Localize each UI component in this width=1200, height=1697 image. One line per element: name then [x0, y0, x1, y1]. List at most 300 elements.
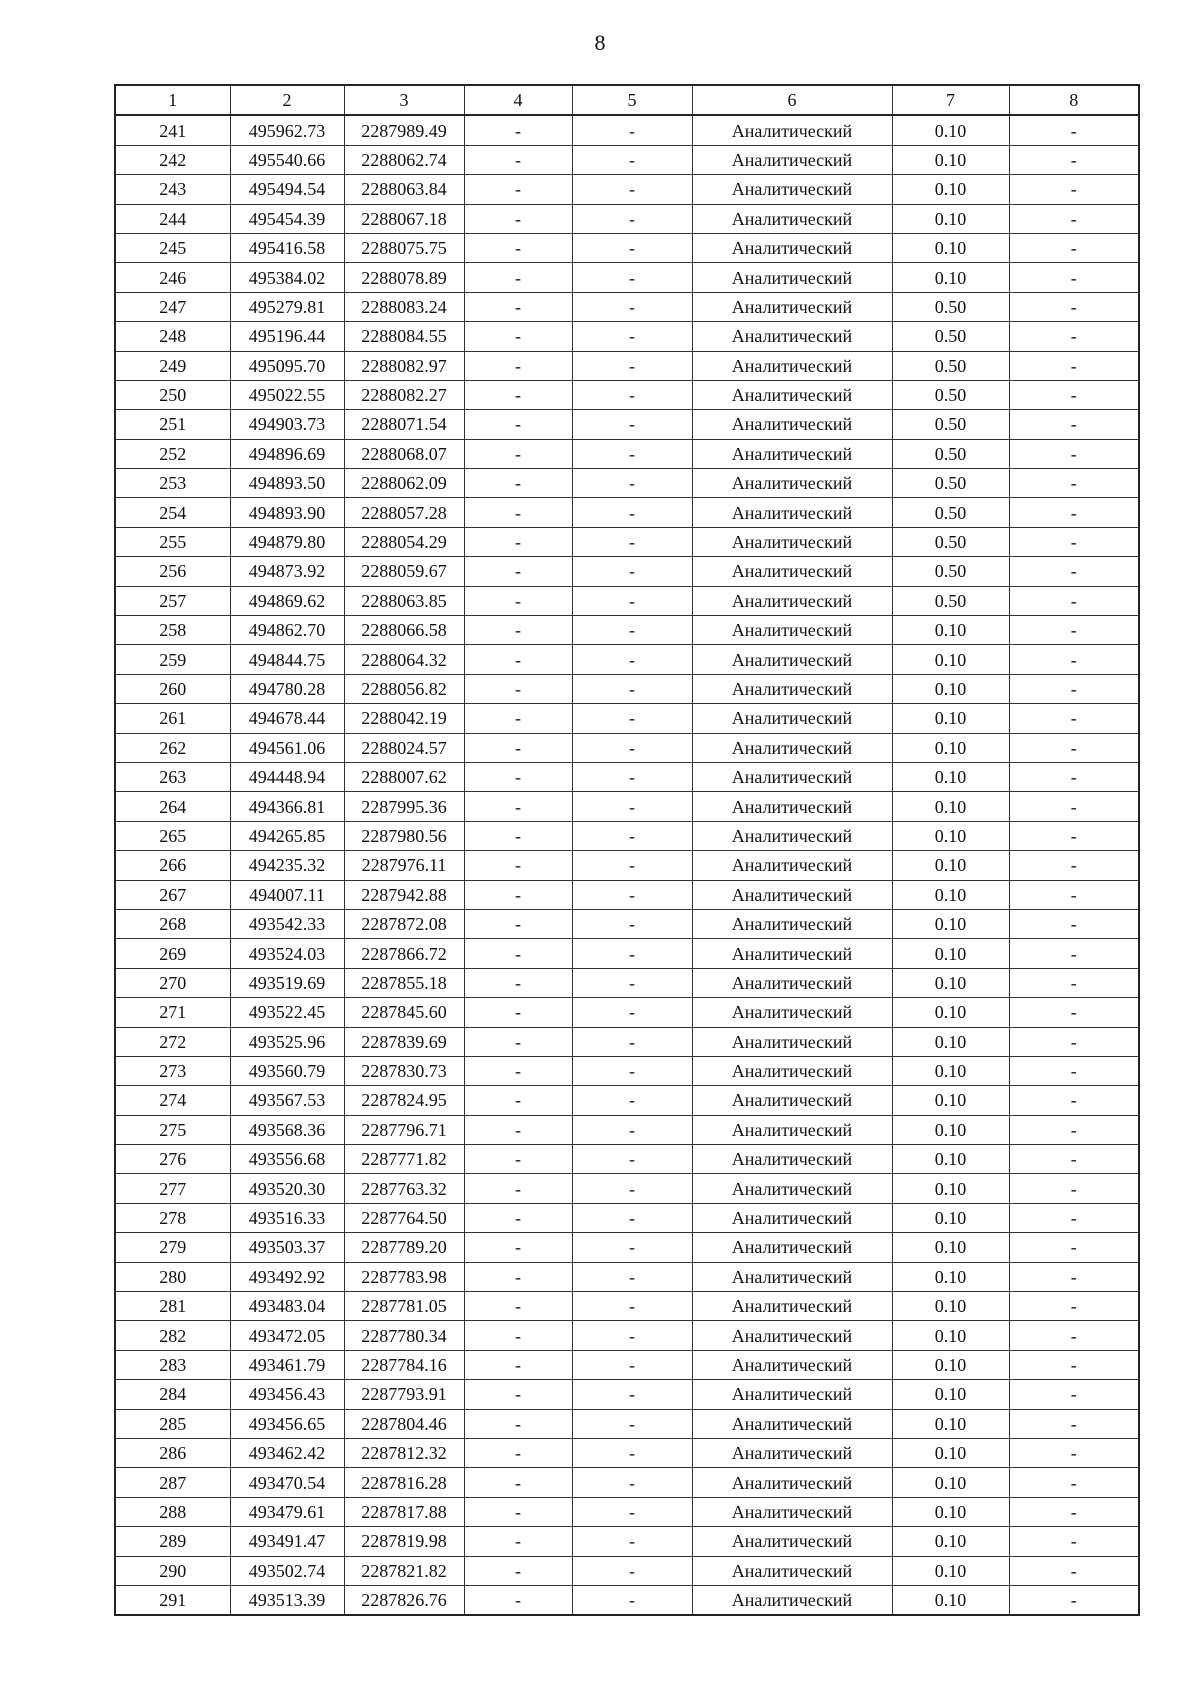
table-cell-col-7: 0.10: [892, 939, 1009, 968]
table-cell-col-7: 0.10: [892, 145, 1009, 174]
table-cell-col-7: 0.10: [892, 674, 1009, 703]
table-cell-col-7: 0.10: [892, 704, 1009, 733]
table-cell-col-1: 271: [115, 998, 230, 1027]
table-row: [115, 733, 1139, 762]
table-cell-col-4: -: [464, 351, 572, 380]
table-cell-col-2: 494896.69: [230, 439, 344, 468]
table-row: [115, 1262, 1139, 1291]
table-cell-col-8: -: [1009, 1203, 1139, 1232]
table-row: [115, 292, 1139, 321]
table-row: [115, 557, 1139, 586]
column-header-1: 1: [115, 85, 230, 115]
table-cell-col-4: -: [464, 1438, 572, 1467]
table-cell-col-7: 0.10: [892, 998, 1009, 1027]
table-cell-col-7: 0.50: [892, 469, 1009, 498]
table-cell-col-5: -: [572, 439, 692, 468]
table-cell-col-7: 0.50: [892, 380, 1009, 409]
table-cell-col-8: -: [1009, 1380, 1139, 1409]
table-cell-col-8: -: [1009, 998, 1139, 1027]
table-cell-col-4: -: [464, 233, 572, 262]
table-cell-col-3: 2287764.50: [344, 1203, 464, 1232]
table-row: [115, 1380, 1139, 1409]
table-cell-col-1: 244: [115, 204, 230, 233]
table-row: [115, 145, 1139, 174]
table-row: [115, 645, 1139, 674]
table-cell-col-4: -: [464, 1292, 572, 1321]
table-cell-col-2: 494869.62: [230, 586, 344, 615]
table-cell-col-5: -: [572, 880, 692, 909]
table-cell-col-1: 249: [115, 351, 230, 380]
table-cell-col-8: -: [1009, 145, 1139, 174]
table-cell-col-3: 2287796.71: [344, 1115, 464, 1144]
table-cell-col-4: -: [464, 1556, 572, 1585]
table-cell-col-8: -: [1009, 851, 1139, 880]
table-cell-col-1: 268: [115, 909, 230, 938]
table-cell-col-7: 0.10: [892, 909, 1009, 938]
table-cell-col-4: -: [464, 469, 572, 498]
table-cell-col-2: 493560.79: [230, 1056, 344, 1085]
table-cell-col-4: -: [464, 1203, 572, 1232]
table-cell-col-1: 241: [115, 115, 230, 145]
table-cell-col-7: 0.10: [892, 1027, 1009, 1056]
table-cell-col-1: 265: [115, 821, 230, 850]
table-cell-col-2: 495962.73: [230, 115, 344, 145]
table-cell-col-8: -: [1009, 821, 1139, 850]
table-cell-col-3: 2288071.54: [344, 410, 464, 439]
table-cell-col-7: 0.10: [892, 880, 1009, 909]
table-cell-col-8: -: [1009, 527, 1139, 556]
table-cell-col-1: 287: [115, 1468, 230, 1497]
table-cell-col-3: 2287819.98: [344, 1527, 464, 1556]
table-cell-col-1: 269: [115, 939, 230, 968]
table-cell-col-1: 279: [115, 1233, 230, 1262]
table-cell-col-3: 2287826.76: [344, 1585, 464, 1615]
table-cell-col-8: -: [1009, 1409, 1139, 1438]
table-cell-col-1: 243: [115, 175, 230, 204]
table-cell-col-5: -: [572, 115, 692, 145]
table-cell-col-1: 251: [115, 410, 230, 439]
table-cell-col-4: -: [464, 1409, 572, 1438]
table-cell-col-7: 0.10: [892, 821, 1009, 850]
table-cell-col-4: -: [464, 704, 572, 733]
table-cell-col-3: 2288083.24: [344, 292, 464, 321]
table-cell-col-4: -: [464, 292, 572, 321]
coordinates-table: [114, 84, 1140, 1616]
table-cell-col-1: 267: [115, 880, 230, 909]
table-cell-col-1: 253: [115, 469, 230, 498]
table-cell-col-8: -: [1009, 762, 1139, 791]
table-row: [115, 1027, 1139, 1056]
table-cell-col-3: 2288007.62: [344, 762, 464, 791]
table-cell-col-7: 0.10: [892, 1056, 1009, 1085]
table-cell-col-6: Аналитический: [692, 263, 892, 292]
table-cell-col-2: 493492.92: [230, 1262, 344, 1291]
table-cell-col-6: Аналитический: [692, 115, 892, 145]
table-cell-col-2: 493525.96: [230, 1027, 344, 1056]
table-cell-col-4: -: [464, 1527, 572, 1556]
table-cell-col-6: Аналитический: [692, 821, 892, 850]
table-cell-col-6: Аналитический: [692, 1203, 892, 1232]
table-row: [115, 1086, 1139, 1115]
table-row: [115, 1497, 1139, 1526]
table-cell-col-2: 493462.42: [230, 1438, 344, 1467]
table-cell-col-2: 494879.80: [230, 527, 344, 556]
table-cell-col-1: 284: [115, 1380, 230, 1409]
table-cell-col-1: 242: [115, 145, 230, 174]
table-cell-col-5: -: [572, 762, 692, 791]
table-cell-col-5: -: [572, 586, 692, 615]
table-cell-col-2: 493556.68: [230, 1145, 344, 1174]
table-cell-col-6: Аналитический: [692, 410, 892, 439]
table-cell-col-2: 494007.11: [230, 880, 344, 909]
table-cell-col-2: 493472.05: [230, 1321, 344, 1350]
table-cell-col-5: -: [572, 851, 692, 880]
table-row: [115, 527, 1139, 556]
table-cell-col-3: 2287816.28: [344, 1468, 464, 1497]
table-cell-col-7: 0.10: [892, 733, 1009, 762]
table-cell-col-1: 258: [115, 616, 230, 645]
table-cell-col-6: Аналитический: [692, 1497, 892, 1526]
table-cell-col-2: 493456.65: [230, 1409, 344, 1438]
table-cell-col-8: -: [1009, 380, 1139, 409]
table-cell-col-4: -: [464, 1056, 572, 1085]
table-cell-col-4: -: [464, 115, 572, 145]
table-cell-col-3: 2287804.46: [344, 1409, 464, 1438]
column-header-2: 2: [230, 85, 344, 115]
table-cell-col-5: -: [572, 498, 692, 527]
table-cell-col-2: 494873.92: [230, 557, 344, 586]
table-cell-col-2: 495494.54: [230, 175, 344, 204]
table-cell-col-8: -: [1009, 1468, 1139, 1497]
table-cell-col-1: 288: [115, 1497, 230, 1526]
table-cell-col-7: 0.10: [892, 1203, 1009, 1232]
column-header-5: 5: [572, 85, 692, 115]
table-cell-col-1: 275: [115, 1115, 230, 1144]
table-cell-col-4: -: [464, 968, 572, 997]
table-row: [115, 469, 1139, 498]
table-cell-col-6: Аналитический: [692, 1086, 892, 1115]
table-cell-col-3: 2287845.60: [344, 998, 464, 1027]
table-cell-col-4: -: [464, 1262, 572, 1291]
table-row: [115, 1409, 1139, 1438]
table-cell-col-2: 495540.66: [230, 145, 344, 174]
table-cell-col-5: -: [572, 1409, 692, 1438]
table-cell-col-5: -: [572, 998, 692, 1027]
table-cell-col-1: 255: [115, 527, 230, 556]
table-cell-col-1: 273: [115, 1056, 230, 1085]
table-cell-col-8: -: [1009, 586, 1139, 615]
table-cell-col-8: -: [1009, 351, 1139, 380]
table-cell-col-8: -: [1009, 880, 1139, 909]
table-cell-col-7: 0.10: [892, 1145, 1009, 1174]
table-cell-col-4: -: [464, 821, 572, 850]
table-cell-col-6: Аналитический: [692, 1056, 892, 1085]
table-cell-col-5: -: [572, 1056, 692, 1085]
table-cell-col-4: -: [464, 204, 572, 233]
table-cell-col-4: -: [464, 674, 572, 703]
table-cell-col-4: -: [464, 439, 572, 468]
table-cell-col-7: 0.10: [892, 1497, 1009, 1526]
table-cell-col-7: 0.50: [892, 439, 1009, 468]
table-cell-col-6: Аналитический: [692, 968, 892, 997]
table-cell-col-3: 2287789.20: [344, 1233, 464, 1262]
table-cell-col-4: -: [464, 557, 572, 586]
table-row: [115, 998, 1139, 1027]
table-row: [115, 233, 1139, 262]
table-cell-col-5: -: [572, 792, 692, 821]
table-cell-col-1: 289: [115, 1527, 230, 1556]
table-cell-col-3: 2288062.74: [344, 145, 464, 174]
table-cell-col-8: -: [1009, 733, 1139, 762]
table-cell-col-8: -: [1009, 674, 1139, 703]
table-cell-col-1: 276: [115, 1145, 230, 1174]
table-cell-col-1: 250: [115, 380, 230, 409]
table-cell-col-5: -: [572, 1585, 692, 1615]
table-cell-col-8: -: [1009, 1497, 1139, 1526]
table-cell-col-3: 2288057.28: [344, 498, 464, 527]
table-cell-col-2: 493461.79: [230, 1350, 344, 1379]
table-cell-col-2: 493519.69: [230, 968, 344, 997]
table-cell-col-6: Аналитический: [692, 1233, 892, 1262]
table-cell-col-4: -: [464, 1115, 572, 1144]
table-cell-col-5: -: [572, 909, 692, 938]
table-cell-col-6: Аналитический: [692, 909, 892, 938]
table-cell-col-4: -: [464, 909, 572, 938]
table-cell-col-4: -: [464, 410, 572, 439]
table-cell-col-3: 2287995.36: [344, 792, 464, 821]
table-row: [115, 322, 1139, 351]
table-cell-col-2: 493524.03: [230, 939, 344, 968]
table-cell-col-6: Аналитический: [692, 792, 892, 821]
table-cell-col-7: 0.10: [892, 1174, 1009, 1203]
table-cell-col-3: 2288042.19: [344, 704, 464, 733]
table-cell-col-3: 2287763.32: [344, 1174, 464, 1203]
table-cell-col-4: -: [464, 733, 572, 762]
table-cell-col-2: 493483.04: [230, 1292, 344, 1321]
table-cell-col-5: -: [572, 1380, 692, 1409]
table-cell-col-3: 2288056.82: [344, 674, 464, 703]
table-row: [115, 1292, 1139, 1321]
table-cell-col-1: 274: [115, 1086, 230, 1115]
table-cell-col-7: 0.10: [892, 1438, 1009, 1467]
column-header-7: 7: [892, 85, 1009, 115]
table-cell-col-3: 2287781.05: [344, 1292, 464, 1321]
table-cell-col-7: 0.10: [892, 1350, 1009, 1379]
table-cell-col-4: -: [464, 1468, 572, 1497]
table-cell-col-2: 495416.58: [230, 233, 344, 262]
table-cell-col-4: -: [464, 1086, 572, 1115]
table-cell-col-1: 256: [115, 557, 230, 586]
table-cell-col-2: 493479.61: [230, 1497, 344, 1526]
table-cell-col-2: 494893.50: [230, 469, 344, 498]
table-row: [115, 1350, 1139, 1379]
table-cell-col-2: 495279.81: [230, 292, 344, 321]
table-row: [115, 939, 1139, 968]
table-cell-col-5: -: [572, 322, 692, 351]
table-cell-col-3: 2288078.89: [344, 263, 464, 292]
table-cell-col-4: -: [464, 1585, 572, 1615]
table-cell-col-5: -: [572, 1468, 692, 1497]
table-cell-col-1: 286: [115, 1438, 230, 1467]
table-row: [115, 115, 1139, 145]
table-cell-col-4: -: [464, 880, 572, 909]
table-cell-col-7: 0.10: [892, 1321, 1009, 1350]
table-cell-col-2: 493513.39: [230, 1585, 344, 1615]
table-header: [115, 85, 1139, 115]
table-cell-col-2: 493502.74: [230, 1556, 344, 1585]
table-row: [115, 439, 1139, 468]
table-cell-col-6: Аналитический: [692, 233, 892, 262]
table-cell-col-7: 0.10: [892, 1409, 1009, 1438]
table-cell-col-1: 282: [115, 1321, 230, 1350]
table-cell-col-5: -: [572, 469, 692, 498]
table-cell-col-7: 0.50: [892, 351, 1009, 380]
table-cell-col-3: 2288063.84: [344, 175, 464, 204]
table-cell-col-8: -: [1009, 968, 1139, 997]
table-cell-col-8: -: [1009, 115, 1139, 145]
table-cell-col-8: -: [1009, 292, 1139, 321]
table-cell-col-6: Аналитический: [692, 380, 892, 409]
table-cell-col-7: 0.10: [892, 792, 1009, 821]
table-cell-col-5: -: [572, 351, 692, 380]
table-cell-col-7: 0.10: [892, 1233, 1009, 1262]
header-row: [115, 85, 1139, 115]
table-cell-col-1: 280: [115, 1262, 230, 1291]
page-number: 8: [594, 30, 606, 55]
table-cell-col-6: Аналитический: [692, 616, 892, 645]
table-cell-col-4: -: [464, 762, 572, 791]
table-cell-col-2: 495454.39: [230, 204, 344, 233]
table-cell-col-7: 0.10: [892, 175, 1009, 204]
table-cell-col-7: 0.50: [892, 557, 1009, 586]
table-cell-col-8: -: [1009, 1115, 1139, 1144]
table-cell-col-1: 283: [115, 1350, 230, 1379]
table-cell-col-4: -: [464, 998, 572, 1027]
table-cell-col-6: Аналитический: [692, 939, 892, 968]
table-cell-col-6: Аналитический: [692, 469, 892, 498]
table-cell-col-6: Аналитический: [692, 1527, 892, 1556]
table-cell-col-6: Аналитический: [692, 204, 892, 233]
table-cell-col-2: 494780.28: [230, 674, 344, 703]
table-cell-col-2: 495384.02: [230, 263, 344, 292]
table-cell-col-1: 262: [115, 733, 230, 762]
table-cell-col-7: 0.10: [892, 851, 1009, 880]
table-cell-col-1: 260: [115, 674, 230, 703]
table-cell-col-6: Аналитический: [692, 674, 892, 703]
table-cell-col-2: 495196.44: [230, 322, 344, 351]
table-cell-col-3: 2287783.98: [344, 1262, 464, 1291]
table-cell-col-1: 266: [115, 851, 230, 880]
table-cell-col-3: 2287830.73: [344, 1056, 464, 1085]
table-cell-col-3: 2288067.18: [344, 204, 464, 233]
table-cell-col-4: -: [464, 498, 572, 527]
table-cell-col-2: 494235.32: [230, 851, 344, 880]
table-cell-col-8: -: [1009, 1556, 1139, 1585]
table-cell-col-4: -: [464, 380, 572, 409]
table-cell-col-5: -: [572, 1292, 692, 1321]
table-cell-col-5: -: [572, 939, 692, 968]
table-row: [115, 674, 1139, 703]
table-row: [115, 851, 1139, 880]
table-cell-col-5: -: [572, 616, 692, 645]
table-cell-col-4: -: [464, 1497, 572, 1526]
table-cell-col-5: -: [572, 1086, 692, 1115]
table-cell-col-1: 247: [115, 292, 230, 321]
table-cell-col-4: -: [464, 616, 572, 645]
table-cell-col-7: 0.10: [892, 968, 1009, 997]
table-cell-col-7: 0.50: [892, 527, 1009, 556]
table-cell-col-7: 0.50: [892, 498, 1009, 527]
table-cell-col-2: 493568.36: [230, 1115, 344, 1144]
column-header-3: 3: [344, 85, 464, 115]
column-header-6: 6: [692, 85, 892, 115]
table-row: [115, 821, 1139, 850]
table-cell-col-1: 278: [115, 1203, 230, 1232]
table-cell-col-2: 493520.30: [230, 1174, 344, 1203]
table-cell-col-5: -: [572, 1438, 692, 1467]
table-cell-col-5: -: [572, 263, 692, 292]
table-row: [115, 1438, 1139, 1467]
table-cell-col-1: 290: [115, 1556, 230, 1585]
table-cell-col-7: 0.10: [892, 1380, 1009, 1409]
table-cell-col-1: 248: [115, 322, 230, 351]
table-cell-col-2: 494862.70: [230, 616, 344, 645]
table-cell-col-6: Аналитический: [692, 1262, 892, 1291]
table-cell-col-7: 0.50: [892, 292, 1009, 321]
table-cell-col-4: -: [464, 145, 572, 174]
table-row: [115, 1556, 1139, 1585]
table-cell-col-8: -: [1009, 469, 1139, 498]
table-cell-col-8: -: [1009, 1056, 1139, 1085]
table-cell-col-4: -: [464, 1233, 572, 1262]
table-cell-col-6: Аналитический: [692, 1115, 892, 1144]
table-cell-col-7: 0.10: [892, 204, 1009, 233]
table-cell-col-5: -: [572, 1027, 692, 1056]
table-cell-col-3: 2287793.91: [344, 1380, 464, 1409]
table-row: [115, 1468, 1139, 1497]
table-row: [115, 909, 1139, 938]
table-row: [115, 351, 1139, 380]
table-cell-col-7: 0.10: [892, 1527, 1009, 1556]
table-cell-col-8: -: [1009, 175, 1139, 204]
table-row: [115, 1115, 1139, 1144]
table-cell-col-4: -: [464, 1174, 572, 1203]
table-cell-col-3: 2287817.88: [344, 1497, 464, 1526]
table-cell-col-5: -: [572, 233, 692, 262]
table-row: [115, 175, 1139, 204]
table-cell-col-2: 493503.37: [230, 1233, 344, 1262]
table-cell-col-5: -: [572, 1497, 692, 1526]
table-cell-col-7: 0.50: [892, 322, 1009, 351]
table-cell-col-5: -: [572, 292, 692, 321]
table-cell-col-6: Аналитический: [692, 1468, 892, 1497]
table-cell-col-6: Аналитический: [692, 1438, 892, 1467]
table-cell-col-3: 2287784.16: [344, 1350, 464, 1379]
column-header-4: 4: [464, 85, 572, 115]
table-row: [115, 880, 1139, 909]
table-cell-col-5: -: [572, 1233, 692, 1262]
table-cell-col-4: -: [464, 851, 572, 880]
table-cell-col-8: -: [1009, 410, 1139, 439]
table-cell-col-7: 0.50: [892, 410, 1009, 439]
table-cell-col-8: -: [1009, 1585, 1139, 1615]
table-cell-col-5: -: [572, 175, 692, 204]
table-cell-col-2: 494903.73: [230, 410, 344, 439]
table-cell-col-3: 2287821.82: [344, 1556, 464, 1585]
table-cell-col-3: 2288075.75: [344, 233, 464, 262]
table-cell-col-7: 0.10: [892, 1262, 1009, 1291]
table-row: [115, 1174, 1139, 1203]
